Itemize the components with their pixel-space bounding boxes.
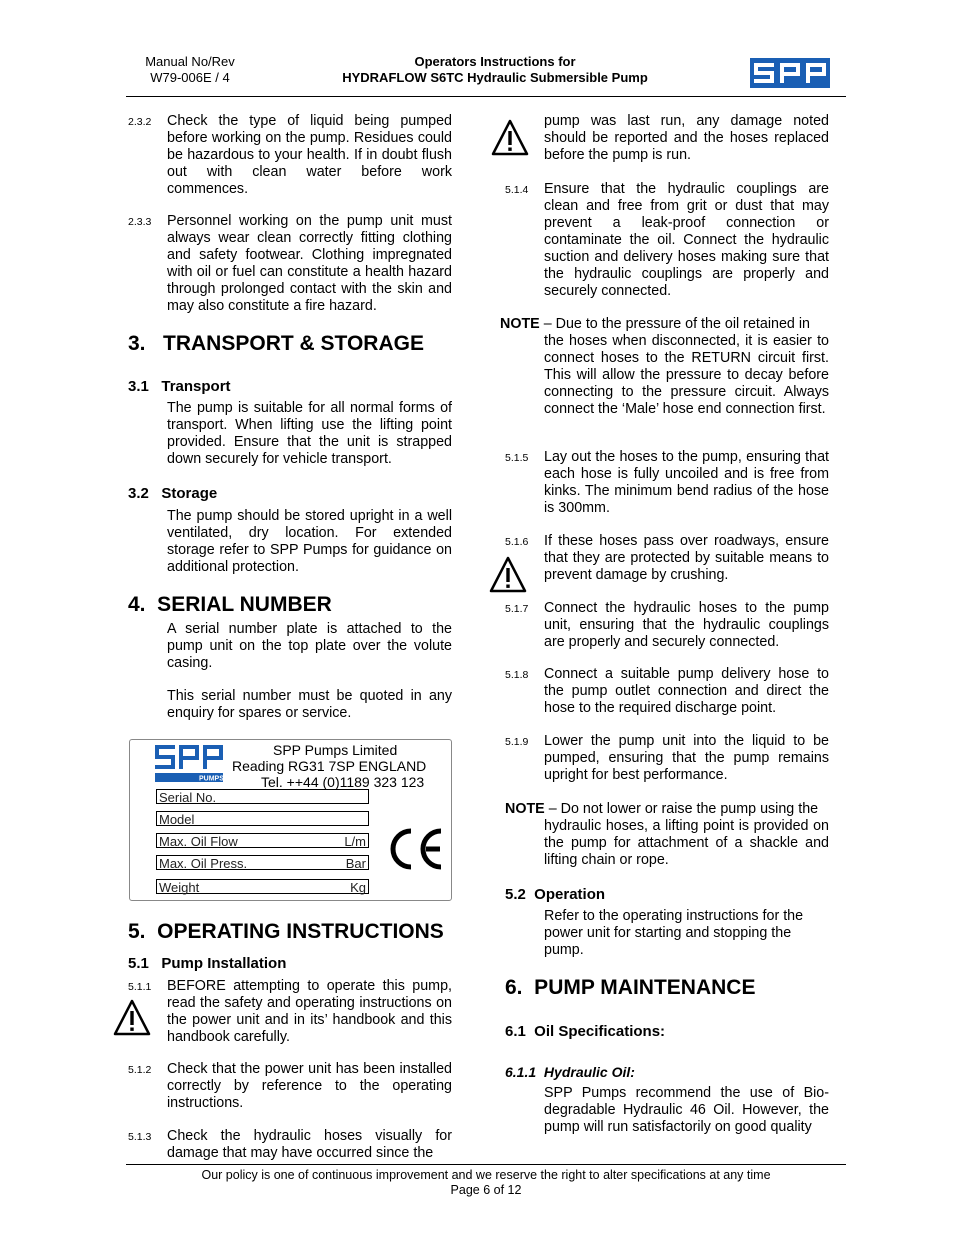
warning-triangle-icon (488, 555, 528, 595)
section-5-1-heading: 5.1 Pump Installation (128, 955, 287, 972)
spp-logo (750, 58, 830, 88)
plate-address: Reading RG31 7SP ENGLAND (232, 758, 427, 774)
para-number: 5.1.9 (505, 736, 529, 748)
manual-info (120, 54, 260, 86)
para-5-1-1: BEFORE attempting to operate this pump, read the safety and operating instructions on the power unit and in its’ handbook and this handbook carefully. (167, 978, 452, 1045)
section-6-1-heading: 6.1 Oil Specifications: (505, 1023, 666, 1040)
serial-text-2: This serial number must be quoted in any enquiry for spares or service. (167, 688, 452, 721)
serial-text-1: A serial number plate is attached to the pump unit on the top plate over the volute casing. (167, 621, 452, 671)
warning-triangle-icon (112, 998, 152, 1038)
note-1-first-line (500, 316, 829, 333)
plate-model-label: Model (159, 812, 195, 827)
storage-text: The pump should be stored upright in a well ventilated, dry location. For extended storage refer to SPP Pumps for guidance on additional protection. (167, 508, 452, 575)
section-4-heading: 4. SERIAL NUMBER (128, 593, 332, 616)
para-5-1-2: Check that the power unit has been installed correctly by reference to the operating instructions. (167, 1061, 452, 1111)
plate-pressure-field (156, 855, 369, 870)
note-label: NOTE (500, 316, 540, 332)
para-number: 5.1.2 (128, 1064, 152, 1076)
manual-number: W79-006E / 4 (150, 70, 230, 85)
manual-label: Manual No/Rev (145, 54, 235, 69)
para-5-1-7: Connect the hydraulic hoses to the pump unit, ensuring that the hydraulic couplings are properly and securely connected. (544, 600, 829, 650)
section-3-heading: 3. TRANSPORT & STORAGE (128, 332, 424, 355)
document-title (300, 54, 690, 86)
para-5-1-8: Connect a suitable pump delivery hose to the pump outlet connection and direct the hose to the required discharge point. (544, 666, 829, 716)
header-rule (126, 96, 846, 97)
para-5-1-3-continued: pump was last run, any damage noted should be reported and the hoses replaced before the pump is run. (544, 113, 829, 163)
plate-weight-field (156, 879, 369, 894)
section-5-2-heading: 5.2 Operation (505, 886, 606, 903)
plate-pressure-unit: Bar (345, 856, 366, 871)
plate-flow-field (156, 833, 369, 848)
para-2-3-2: Check the type of liquid being pumped before working on the pump. Residues could be hazardous to your health. If in doubt flush out with clean water before work commences. (167, 113, 452, 197)
para-2-3-3: Personnel working on the pump unit must always wear clean correctly fitting clothing and safety footwear. Clothing impregnated with oil or fuel can constitute a health hazard through prolonged contact with the skin and may also constitute a fire hazard. (167, 213, 452, 314)
plate-weight-unit: Kg (350, 880, 366, 895)
serial-number-plate (129, 739, 452, 901)
plate-logo-sub: PUMPS (199, 775, 224, 783)
footer-rule (126, 1164, 846, 1165)
footer-policy: Our policy is one of continuous improvement and we reserve the right to alter specifications at any time (201, 1168, 771, 1182)
para-number: 5.1.1 (128, 981, 152, 993)
note-2-start: – Do not lower or raise the pump using the (548, 801, 819, 817)
note-1-text: the hoses when disconnected, it is easier to connect hoses to the RETURN circuit first. This will allow the pressure to decay before connecting to the pressure circuit. Always connect the ‘Male’ hose end connection first. (544, 333, 829, 417)
plate-flow-unit: L/m (344, 834, 366, 849)
plate-spp-logo (155, 745, 225, 783)
section-6-heading: 6. PUMP MAINTENANCE (505, 976, 756, 999)
para-number: 5.1.6 (505, 536, 529, 548)
para-5-1-3: Check the hydraulic hoses visually for damage that may have occurred since the (167, 1128, 452, 1161)
note-1-start: – Due to the pressure of the oil retained in (543, 316, 810, 332)
para-number: 5.1.3 (128, 1131, 152, 1143)
para-number: 5.1.5 (505, 452, 529, 464)
section-6-1-1-heading: 6.1.1 Hydraulic Oil: (505, 1064, 635, 1080)
ce-mark-icon (386, 826, 446, 872)
plate-flow-label: Max. Oil Flow (159, 834, 238, 849)
para-5-1-9: Lower the pump unit into the liquid to be pumped, ensuring that the pump remains upright for best performance. (544, 733, 829, 783)
para-number: 5.1.4 (505, 184, 529, 196)
para-number: 5.1.7 (505, 603, 529, 615)
title-line-2: HYDRAFLOW S6TC Hydraulic Submersible Pump (342, 70, 648, 85)
transport-text: The pump is suitable for all normal forms of transport. When lifting use the lifting point provided. Ensure that the unit is strapped down securely for vehicle transport. (167, 400, 452, 467)
title-line-1: Operators Instructions for (414, 54, 576, 69)
plate-model-field (156, 811, 369, 826)
para-5-1-5: Lay out the hoses to the pump, ensuring that each hose is fully uncoiled and is free from kinks. The minimum bend radius of the hose is 300mm. (544, 449, 829, 516)
plate-company: SPP Pumps Limited (273, 742, 398, 758)
note-2-text: hydraulic hoses, a lifting point is provided on the pump for attachment of a shackle and lifting chain or rope. (544, 818, 829, 868)
section-3-1-heading: 3.1 Transport (128, 378, 231, 395)
para-5-1-4: Ensure that the hydraulic couplings are clean and free from grit or dust that may prevent a leak-proof connection or contaminate the oil. Connect the hydraulic suction and delivery hoses making sure that the hydraulic couplings are properly and securely connected. (544, 181, 829, 299)
para-number: 5.1.8 (505, 669, 529, 681)
hydraulic-oil-text: SPP Pumps recommend the use of Bio-degradable Hydraulic 46 Oil. However, the pump will run satisfactorily on good quality (544, 1085, 829, 1135)
plate-pressure-label: Max. Oil Press. (159, 856, 248, 871)
para-number: 2.3.3 (128, 216, 152, 228)
plate-telephone: Tel. ++44 (0)1189 323 123 (261, 774, 425, 790)
section-5-heading: 5. OPERATING INSTRUCTIONS (128, 920, 444, 943)
section-3-2-heading: 3.2 Storage (128, 485, 218, 502)
operation-text: Refer to the operating instructions for the power unit for starting and stopping the pump. (544, 908, 804, 958)
plate-serial-field (156, 789, 369, 804)
note-2-first-line (505, 801, 829, 818)
plate-serial-label: Serial No. (159, 790, 217, 805)
plate-weight-label: Weight (159, 880, 200, 895)
para-number: 2.3.2 (128, 116, 152, 128)
note-label: NOTE (505, 801, 545, 817)
warning-triangle-icon (490, 118, 530, 158)
para-5-1-6: If these hoses pass over roadways, ensure that they are protected by suitable means to prevent damage by crushing. (544, 533, 829, 583)
page-number: Page 6 of 12 (450, 1183, 522, 1197)
